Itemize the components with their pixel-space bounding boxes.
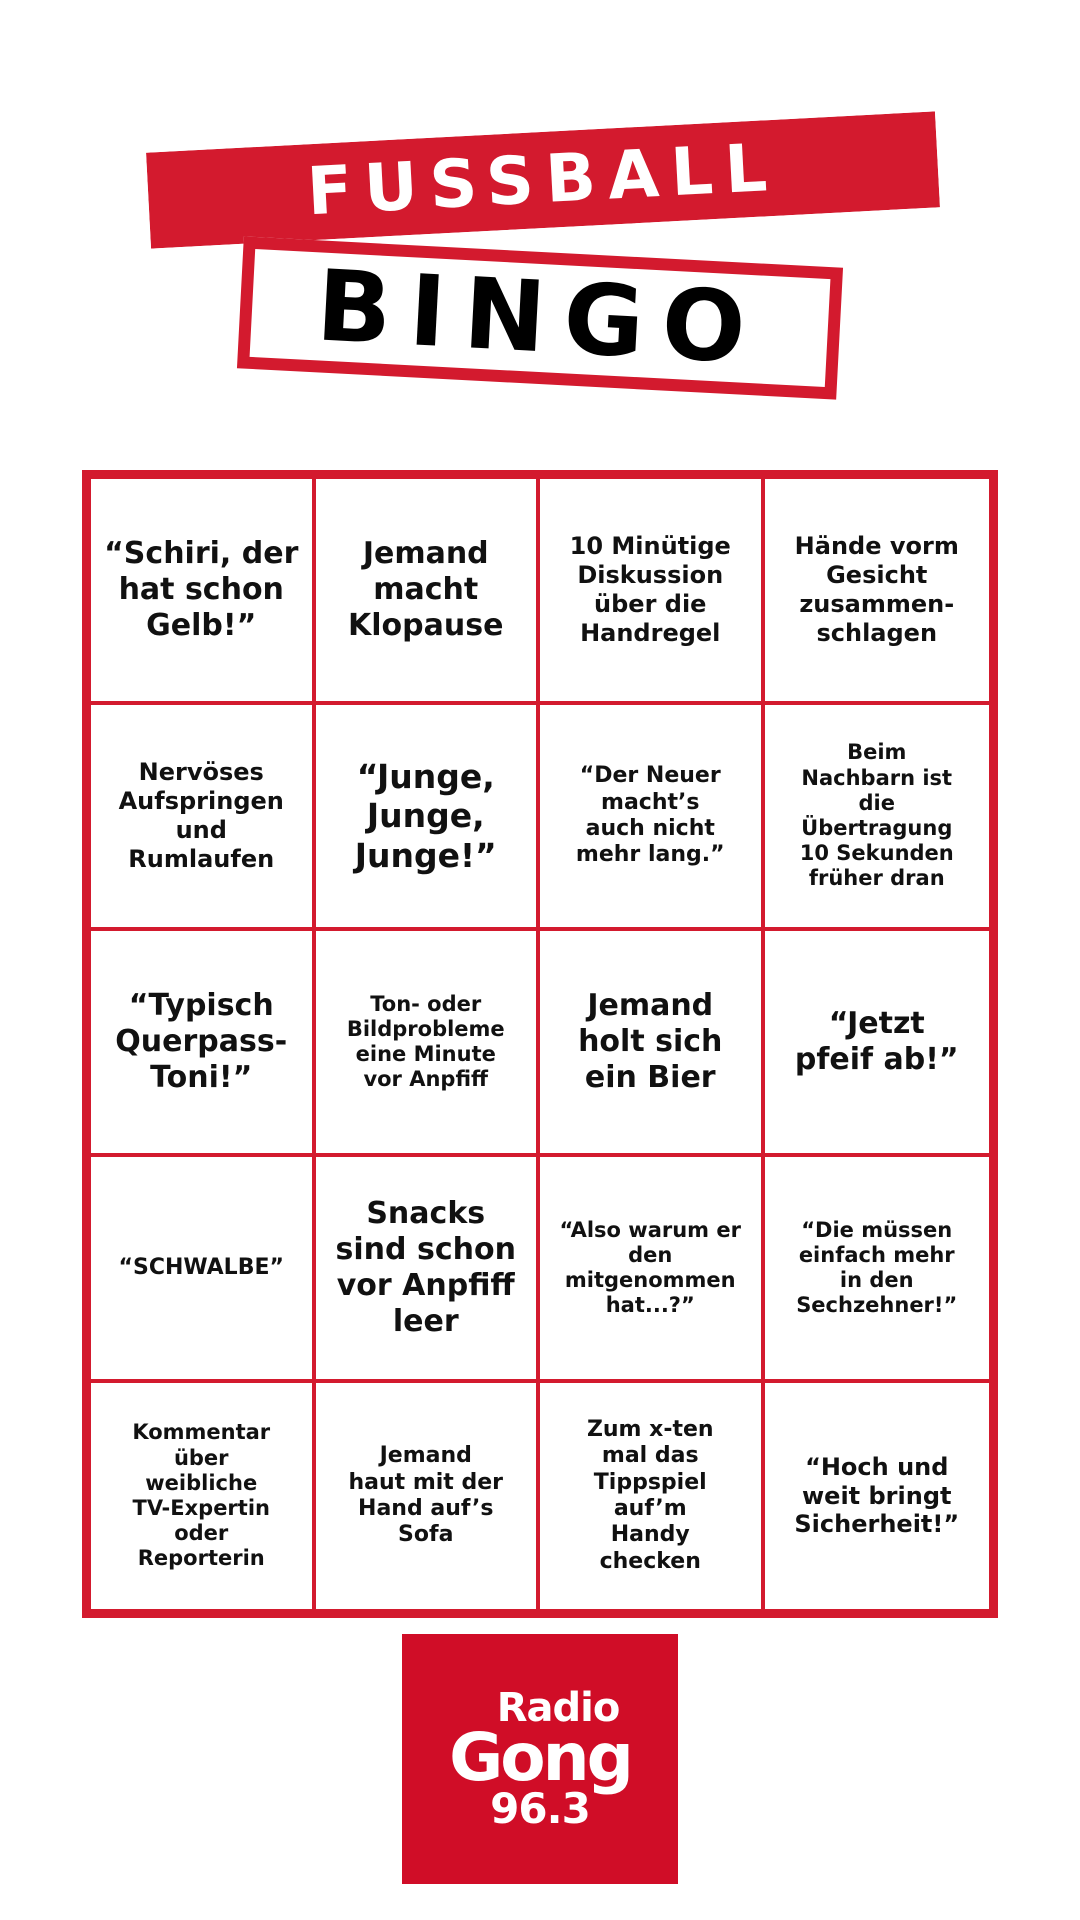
bingo-cell-text: 10 Minütige Diskussion über die Handregel (569, 532, 731, 647)
bingo-cell[interactable] (765, 1383, 990, 1609)
bingo-cell[interactable] (765, 705, 990, 931)
logo-frequency-text: 96.3 (490, 1784, 590, 1834)
bingo-cell-text: Kommentar über weibliche TV-Expertin oder Reporterin (132, 1420, 271, 1571)
bingo-cell[interactable] (91, 931, 316, 1157)
bingo-cell-text: “Jetzt pfeif ab!” (794, 1006, 959, 1077)
bingo-cell-text: Ton- oder Bildprobleme eine Minute vor Anpfiff (346, 991, 505, 1092)
bingo-cell[interactable] (316, 1383, 541, 1609)
bingo-cell-text: Zum x-ten mal das Tippspiel auf’m Handy checken (586, 1416, 714, 1574)
bingo-cell-text: Snacks sind schon vor Anpfiff leer (335, 1196, 516, 1339)
bingo-cell[interactable] (316, 479, 541, 705)
bingo-cell-text: “Der Neuer macht’s auch nicht mehr lang.” (575, 763, 725, 868)
bingo-cell[interactable] (316, 931, 541, 1157)
logo-radio-text: Radio (496, 1684, 620, 1731)
bingo-cell-text: Nervöses Aufspringen und Rumlaufen (118, 758, 284, 873)
bingo-cell-text: “SCHWALBE” (118, 1254, 284, 1280)
bingo-cell-text: “Typisch Querpass- Toni!” (115, 988, 288, 1095)
bingo-cell-text: “Die müssen einfach mehr in den Sechzehner!” (796, 1217, 958, 1318)
bingo-cell[interactable] (765, 931, 990, 1157)
bingo-cell[interactable] (540, 1157, 765, 1383)
bingo-cell-text: Beim Nachbarn ist die Übertragung 10 Sekunden früher dran (799, 740, 954, 891)
bingo-cell[interactable] (316, 705, 541, 931)
bingo-cell-text: “Hoch und weit bringt Sicherheit!” (794, 1452, 960, 1539)
bingo-cell[interactable] (91, 479, 316, 705)
bingo-cell[interactable] (765, 479, 990, 705)
bingo-cell-text: “Also warum er den mitgenommen hat...?” (559, 1217, 741, 1318)
bingo-cell[interactable] (91, 1157, 316, 1383)
bingo-cell[interactable] (540, 479, 765, 705)
bingo-cell-text: “Schiri, der hat schon Gelb!” (104, 536, 299, 643)
bingo-cell[interactable] (91, 1383, 316, 1609)
title-fussball: FUSSBALL (305, 128, 781, 231)
title-banner-bingo (237, 236, 843, 399)
bingo-cell-text: Jemand holt sich ein Bier (578, 988, 723, 1095)
bingo-cell-text: Jemand macht Klopause (348, 536, 504, 643)
bingo-cell[interactable] (91, 705, 316, 931)
radio-gong-logo (402, 1634, 678, 1884)
bingo-cell[interactable] (316, 1157, 541, 1383)
bingo-cell[interactable] (765, 1157, 990, 1383)
bingo-cell[interactable] (540, 1383, 765, 1609)
bingo-cell-text: Jemand haut mit der Hand auf’s Sofa (348, 1443, 503, 1548)
bingo-cell-text: Hände vorm Gesicht zusammen- schlagen (794, 532, 959, 647)
bingo-cell[interactable] (540, 705, 765, 931)
title-banner-fussball (146, 111, 940, 248)
title-bingo: BINGO (313, 249, 767, 387)
bingo-cell-text: “Junge, Junge, Junge!” (354, 756, 497, 875)
bingo-grid (82, 470, 998, 1618)
bingo-cell[interactable] (540, 931, 765, 1157)
logo-gong-text: Gong (449, 1718, 631, 1796)
